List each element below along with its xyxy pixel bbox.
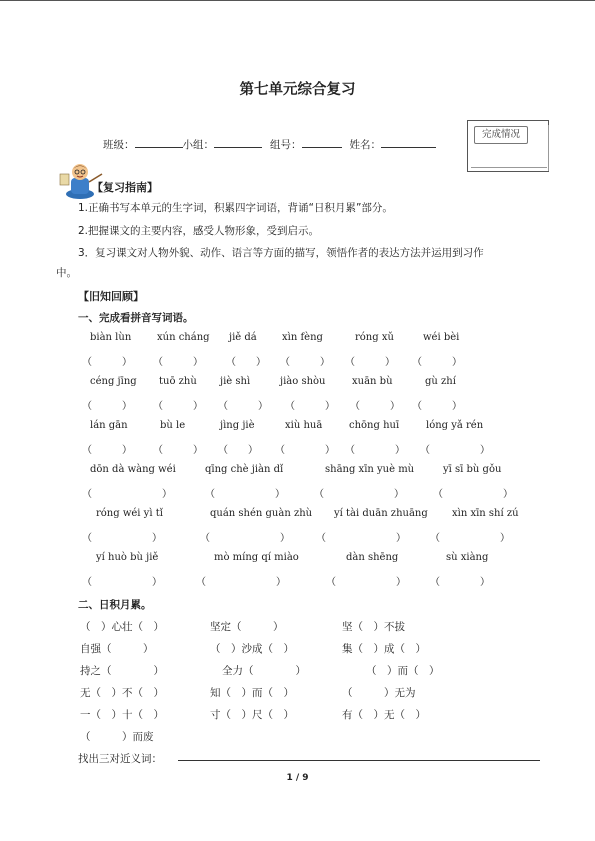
pinyin-word: yī sī bù gǒu bbox=[443, 464, 502, 475]
pinyin-word: sù xiàng bbox=[446, 552, 489, 563]
group-label: 小组： bbox=[182, 139, 214, 151]
idiom-item[interactable]: （ ）而（ ） bbox=[366, 665, 440, 677]
part1-title: 一、完成看拼音写词语。 bbox=[78, 312, 194, 324]
idiom-item[interactable]: 寸（ ）尺（ ） bbox=[210, 709, 294, 721]
answer-paren[interactable]: （ ） bbox=[200, 533, 290, 544]
answer-paren[interactable]: （ ） bbox=[314, 489, 404, 500]
pinyin-word: qīng chè jiàn dǐ bbox=[205, 464, 284, 475]
pinyin-word: xìn fèng bbox=[282, 332, 323, 343]
guide-item-3-cont: 中。 bbox=[56, 267, 77, 279]
pinyin-word: xiù huā bbox=[285, 420, 323, 431]
completion-label: 完成情况 bbox=[474, 126, 528, 144]
answer-paren[interactable]: （ ） bbox=[433, 489, 513, 500]
answer-paren[interactable]: （ ） bbox=[412, 401, 462, 412]
idiom-item[interactable]: 自强（ ） bbox=[80, 643, 154, 655]
pinyin-word: xuān bù bbox=[352, 376, 393, 387]
answer-paren[interactable]: （ ） bbox=[196, 577, 286, 588]
answer-paren[interactable]: （ ） bbox=[275, 445, 335, 456]
answer-paren[interactable]: （ ） bbox=[82, 401, 132, 412]
idiom-item[interactable]: 坚定（ ） bbox=[210, 621, 284, 633]
pinyin-word: biàn lùn bbox=[90, 332, 132, 343]
completion-box[interactable] bbox=[467, 120, 549, 172]
answer-paren[interactable]: （ ） bbox=[345, 357, 395, 368]
review-heading: 【旧知回顾】 bbox=[78, 290, 144, 303]
pinyin-word: mò míng qí miào bbox=[214, 552, 299, 563]
answer-paren[interactable]: （ ） bbox=[350, 401, 400, 412]
guide-item-3: 3．复习课文对人物外貌、动作、语言等方面的描写，领悟作者的表达方法并运用到习作 bbox=[78, 247, 484, 259]
pinyin-word: chōng huī bbox=[349, 420, 400, 431]
pinyin-word: jiě dá bbox=[229, 332, 257, 343]
idiom-item[interactable]: 有（ ）无（ ） bbox=[342, 709, 426, 721]
answer-paren[interactable]: （ ） bbox=[82, 489, 172, 500]
answer-paren[interactable]: （ ） bbox=[280, 357, 330, 368]
pinyin-word: yí huò bù jiě bbox=[96, 552, 159, 563]
answer-paren[interactable]: （ ） bbox=[205, 489, 285, 500]
name-blank[interactable] bbox=[381, 136, 436, 148]
name-label: 姓名： bbox=[349, 139, 381, 151]
pinyin-word: quán shén guàn zhù bbox=[210, 508, 313, 519]
answer-paren[interactable]: （ ） bbox=[326, 577, 406, 588]
top-border bbox=[0, 0, 595, 1]
pinyin-word: shāng xīn yuè mù bbox=[325, 464, 415, 475]
pinyin-word: róng wéi yì tǐ bbox=[96, 508, 163, 519]
groupno-label: 组号： bbox=[270, 139, 302, 151]
pinyin-word: róng xǔ bbox=[355, 332, 394, 343]
pinyin-word: céng jīng bbox=[90, 376, 137, 387]
idiom-item[interactable]: （ ）无为 bbox=[342, 687, 416, 699]
pinyin-word: tuō zhù bbox=[159, 376, 197, 387]
pinyin-word: dàn shēng bbox=[346, 552, 399, 563]
pinyin-word: yí tài duān zhuāng bbox=[334, 508, 428, 519]
answer-paren[interactable]: （ ） bbox=[345, 445, 405, 456]
answer-paren[interactable]: （ ） bbox=[430, 533, 510, 544]
guide-item-1: 1.正确书写本单元的生字词，积累四字词语，背诵“日积月累”部分。 bbox=[78, 202, 393, 214]
page-title: 第七单元综合复习 bbox=[239, 82, 356, 98]
answer-paren[interactable]: （ ） bbox=[430, 577, 490, 588]
info-line bbox=[103, 136, 436, 152]
pinyin-word: jiè shì bbox=[220, 376, 251, 387]
pinyin-word: dōn dà wàng wéi bbox=[90, 464, 176, 475]
answer-paren[interactable]: （ ） bbox=[420, 445, 490, 456]
pinyin-word: jìng jiè bbox=[220, 420, 255, 431]
answer-paren[interactable]: （ ） bbox=[153, 445, 203, 456]
pinyin-word: wéi bèi bbox=[423, 332, 460, 343]
guide-heading: 【复习指南】 bbox=[92, 181, 158, 194]
synonym-label: 找出三对近义词： bbox=[78, 753, 162, 765]
pinyin-word: jiào shòu bbox=[280, 376, 326, 387]
guide-item-2: 2.把握课文的主要内容，感受人物形象，受到启示。 bbox=[78, 225, 320, 237]
class-label: 班级： bbox=[103, 139, 135, 151]
page-number: 1 / 9 bbox=[286, 773, 309, 783]
idiom-item[interactable]: 一（ ）十（ ） bbox=[80, 709, 164, 721]
group-blank[interactable] bbox=[214, 136, 262, 148]
answer-paren[interactable]: （ ） bbox=[218, 401, 268, 412]
idiom-item[interactable]: 知（ ）而（ ） bbox=[210, 687, 294, 699]
answer-paren[interactable]: （ ） bbox=[218, 445, 258, 456]
idiom-item[interactable]: （ ）心壮（ ） bbox=[80, 621, 164, 633]
answer-paren[interactable]: （ ） bbox=[316, 533, 406, 544]
pinyin-word: gù zhí bbox=[425, 376, 456, 387]
answer-paren[interactable]: （ ） bbox=[82, 533, 162, 544]
answer-paren[interactable]: （ ） bbox=[153, 401, 203, 412]
idiom-item[interactable]: 无（ ）不（ ） bbox=[80, 687, 164, 699]
idiom-item[interactable]: （ ）沙成（ ） bbox=[210, 643, 294, 655]
part2-title: 二、日积月累。 bbox=[78, 599, 152, 611]
answer-paren[interactable]: （ ） bbox=[285, 401, 335, 412]
pinyin-word: lán gān bbox=[90, 420, 128, 431]
class-blank[interactable] bbox=[135, 136, 183, 148]
idiom-item[interactable]: 全力（ ） bbox=[222, 665, 306, 677]
answer-paren[interactable]: （ ） bbox=[82, 577, 162, 588]
box-shadow-bottom bbox=[471, 167, 547, 171]
pinyin-word: bù le bbox=[160, 420, 186, 431]
answer-paren[interactable]: （ ） bbox=[153, 357, 203, 368]
idiom-item[interactable]: 持之（ ） bbox=[80, 665, 164, 677]
answer-paren[interactable]: （ ） bbox=[412, 357, 462, 368]
idiom-item[interactable]: （ ）而废 bbox=[80, 731, 154, 743]
idiom-item[interactable]: 集（ ）成（ ） bbox=[342, 643, 426, 655]
answer-paren[interactable]: （ ） bbox=[226, 357, 266, 368]
pinyin-word: xìn xīn shí zú bbox=[452, 508, 519, 519]
answer-paren[interactable]: （ ） bbox=[82, 357, 132, 368]
groupno-blank[interactable] bbox=[302, 136, 342, 148]
synonym-answer-line[interactable] bbox=[178, 760, 540, 761]
pinyin-word: xún cháng bbox=[157, 332, 210, 343]
idiom-item[interactable]: 坚（ ）不拔 bbox=[342, 621, 405, 633]
box-shadow-right bbox=[548, 125, 552, 171]
pinyin-word: lóng yǎ rén bbox=[426, 420, 484, 431]
answer-paren[interactable]: （ ） bbox=[82, 445, 132, 456]
